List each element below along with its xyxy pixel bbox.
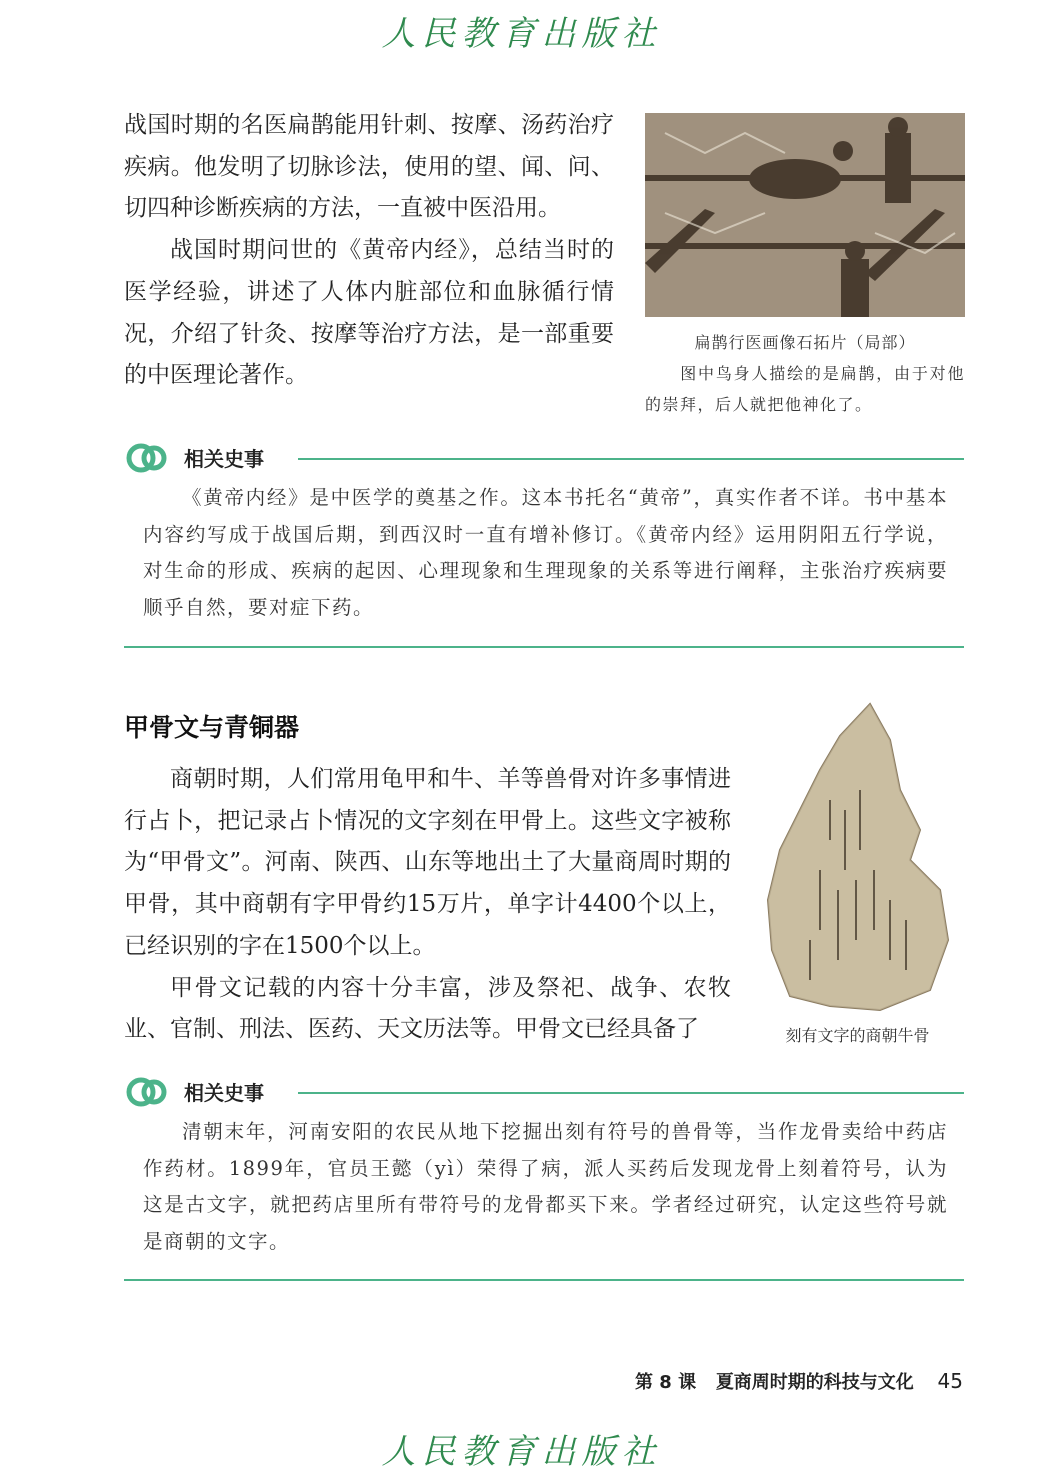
bianque-rubbing-image — [645, 113, 965, 317]
related-history-text-2 — [143, 1114, 948, 1260]
related-history-paragraph-2: 清朝末年，河南安阳的农民从地下挖掘出刻有符号的兽骨等，当作龙骨卖给中药店作药材。1899年，官员王懿（yì）荣得了病，派人买药后发现龙骨上刻着符号，认为这是古文字，就把药店里所有带符号的龙骨都买下来。学者经过研究，认定这些符号就是商朝的文字。 — [143, 1120, 948, 1253]
related-history-text-1 — [143, 480, 948, 626]
oracle-bone-caption: 刻有文字的商朝牛骨 — [785, 1026, 930, 1045]
related-history-header-2 — [126, 1072, 964, 1112]
publisher-watermark-bottom: 人民教育出版社 — [381, 1432, 662, 1472]
related-history-header-1 — [126, 438, 964, 478]
section2-paragraph-1: 商朝时期，人们常用龟甲和牛、羊等兽骨对许多事情进行占卜，把记录占卜情况的文字刻在甲骨上。这些文字被称为“甲骨文”。河南、陕西、山东等地出土了大量商周时期的甲骨，其中商朝有字甲骨约15万片，单字计4400个以上，已经识别的字在1500个以上。 — [124, 766, 731, 959]
bianque-caption — [645, 327, 965, 420]
bianque-caption-note: 图中鸟身人描绘的是扁鹊，由于对他的崇拜，后人就把他神化了。 — [645, 364, 965, 414]
related-history-title-2: 相关史事 — [184, 1081, 264, 1105]
oracle-bone-image — [760, 700, 955, 1012]
related-history-icon — [126, 1072, 168, 1112]
section-title-oracle-bronze: 甲骨文与青铜器 — [124, 713, 300, 742]
related-history-icon — [126, 438, 168, 478]
divider-rule-2 — [124, 1279, 964, 1281]
section2-body — [124, 759, 731, 1051]
related-history-line-1 — [298, 458, 964, 460]
related-history-line-2 — [298, 1092, 964, 1094]
lesson-number: 第 8 课 — [635, 1372, 697, 1393]
bianque-caption-title: 扁鹊行医画像石拓片（局部） — [694, 333, 916, 352]
section1-paragraph-2: 战国时期问世的《黄帝内经》，总结当时的医学经验，讲述了人体内脏部位和血脉循行情况，介绍了针灸、按摩等治疗方法，是一部重要的中医理论著作。 — [124, 237, 614, 389]
related-history-title-1: 相关史事 — [184, 447, 264, 471]
publisher-watermark-top: 人民教育出版社 — [381, 14, 662, 54]
divider-rule-1 — [124, 646, 964, 648]
related-history-paragraph-1: 《黄帝内经》是中医学的奠基之作。这本书托名“黄帝”，真实作者不详。书中基本内容约写成于战国后期，到西汉时一直有增补修订。《黄帝内经》运用阴阳五行学说，对生命的形成、疾病的起因、心理现象和生理现象的关系等进行阐释，主张治疗疾病要顺乎自然，要对症下药。 — [143, 486, 948, 619]
page-footer — [635, 1368, 963, 1394]
section1-body — [124, 105, 614, 397]
section1-paragraph-1: 战国时期的名医扁鹊能用针刺、按摩、汤药治疗疾病。他发明了切脉诊法，使用的望、闻、问、切四种诊断疾病的方法，一直被中医沿用。 — [124, 112, 614, 222]
section2-paragraph-2: 甲骨文记载的内容十分丰富，涉及祭祀、战争、农牧业、官制、刑法、医药、天文历法等。甲骨文已经具备了 — [124, 974, 731, 1043]
lesson-title: 夏商周时期的科技与文化 — [715, 1372, 914, 1393]
page-number: 45 — [937, 1369, 963, 1393]
